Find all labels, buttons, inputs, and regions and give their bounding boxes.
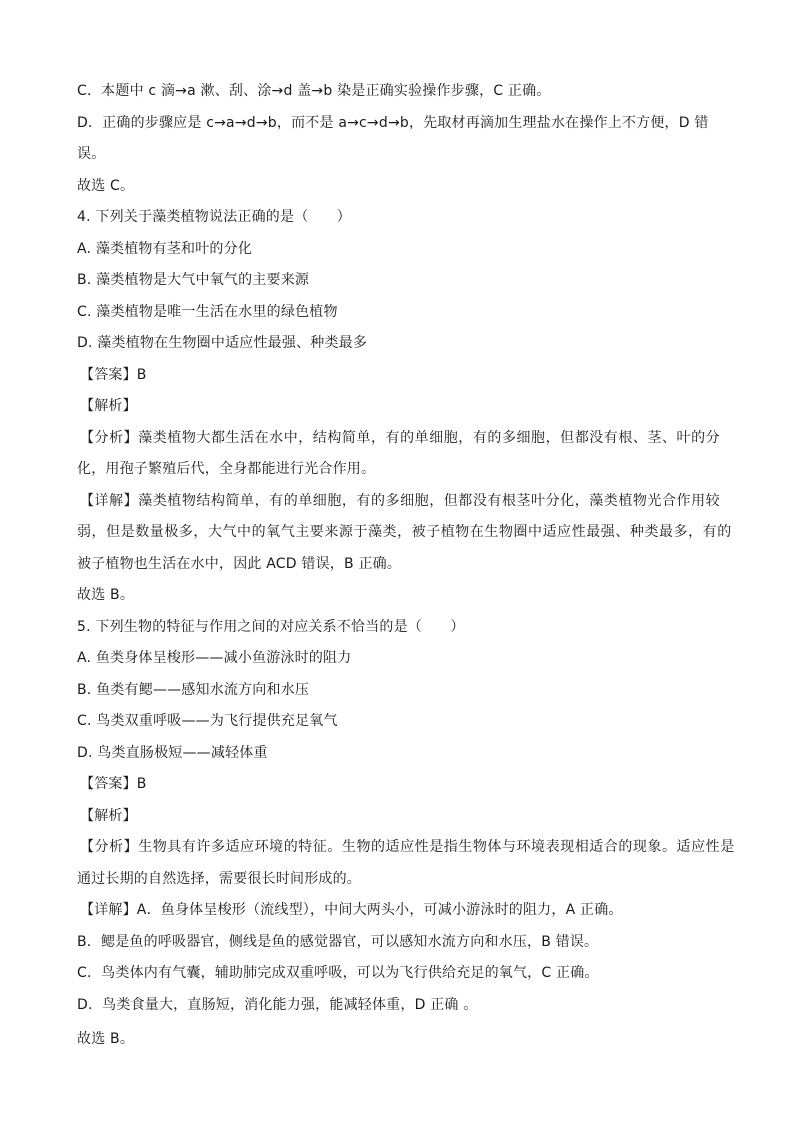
question-4-analysis-line-1: 【分析】藻类植物大都生活在水中，结构简单，有的单细胞，有的多细胞，但都没有根、茎、叶的分 — [80, 430, 721, 446]
question-5-analysis-line-2: 通过长期的自然选择，需要很长时间形成的。 — [77, 871, 361, 887]
question-4-analysis-line-2: 化，用孢子繁殖后代，全身都能进行光合作用。 — [77, 461, 376, 477]
text-line-option-d-explanation: D．正确的步骤应是 c→a→d→b，而不是 a→c→d→b，先取材再滴加生理盐水在操作上不方便，D 错 — [77, 115, 709, 131]
question-4-answer: 【答案】B — [80, 367, 147, 383]
question-5-stem: 5. 下列生物的特征与作用之间的对应关系不恰当的是（ ） — [77, 619, 465, 635]
question-5-answer: 【答案】B — [80, 776, 147, 792]
text-line-answer-choice-q3: 故选 C。 — [77, 178, 135, 194]
question-4-option-c: C. 藻类植物是唯一生活在水里的绿色植物 — [77, 304, 338, 320]
question-4-detail-line-3: 被子植物也生活在水中，因此 ACD 错误，B 正确。 — [77, 556, 402, 572]
question-4-option-a: A. 藻类植物有茎和叶的分化 — [77, 241, 253, 257]
text-line-option-c-explanation: C．本题中 c 滴→a 漱、刮、涂→d 盖→b 染是正确实验操作步骤，C 正确。 — [77, 83, 551, 99]
question-4-detail-line-1: 【详解】藻类植物结构简单，有的单细胞，有的多细胞，但都没有根茎叶分化，藻类植物光合作用较 — [80, 493, 721, 509]
question-4-conclusion: 故选 B。 — [77, 587, 135, 603]
question-5-detail-line-b: B．鳃是鱼的呼吸器官，侧线是鱼的感觉器官，可以感知水流方向和水压，B 错误。 — [77, 934, 599, 950]
question-4-analysis-heading: 【解析】 — [80, 398, 137, 414]
text-line-option-d-explanation-cont: 误。 — [77, 146, 106, 162]
question-5-conclusion: 故选 B。 — [77, 1031, 135, 1047]
question-4-option-d: D. 藻类植物在生物圈中适应性最强、种类最多 — [77, 335, 368, 351]
question-5-detail-line-a: 【详解】A．鱼身体呈梭形（流线型），中间大两头小，可减小游泳时的阻力，A 正确。 — [80, 902, 623, 918]
question-5-analysis-heading: 【解析】 — [80, 808, 137, 824]
question-4-option-b: B. 藻类植物是大气中氧气的主要来源 — [77, 272, 310, 288]
question-5-detail-line-c: C．鸟类体内有气囊，辅助肺完成双重呼吸，可以为飞行供给充足的氧气，C 正确。 — [77, 965, 599, 981]
question-5-detail-line-d: D．鸟类食量大，直肠短，消化能力强，能减轻体重，D 正确 。 — [77, 997, 478, 1013]
question-5-analysis-line-1: 【分析】生物具有许多适应环境的特征。生物的适应性是指生物体与环境表现相适合的现象。适应性是 — [80, 839, 735, 855]
question-5-option-c: C. 鸟类双重呼吸——为飞行提供充足氧气 — [77, 713, 338, 729]
question-4-stem: 4. 下列关于藻类植物说法正确的是（ ） — [77, 209, 352, 225]
question-5-option-d: D. 鸟类直肠极短——减轻体重 — [77, 745, 268, 761]
question-4-detail-line-2: 弱，但是数量极多，大气中的氧气主要来源于藻类，被子植物在生物圈中适应性最强、种类最多，有的 — [77, 524, 732, 540]
question-5-option-a: A. 鱼类身体呈梭形——减小鱼游泳时的阻力 — [77, 650, 352, 666]
question-5-option-b: B. 鱼类有鳃——感知水流方向和水压 — [77, 682, 310, 698]
